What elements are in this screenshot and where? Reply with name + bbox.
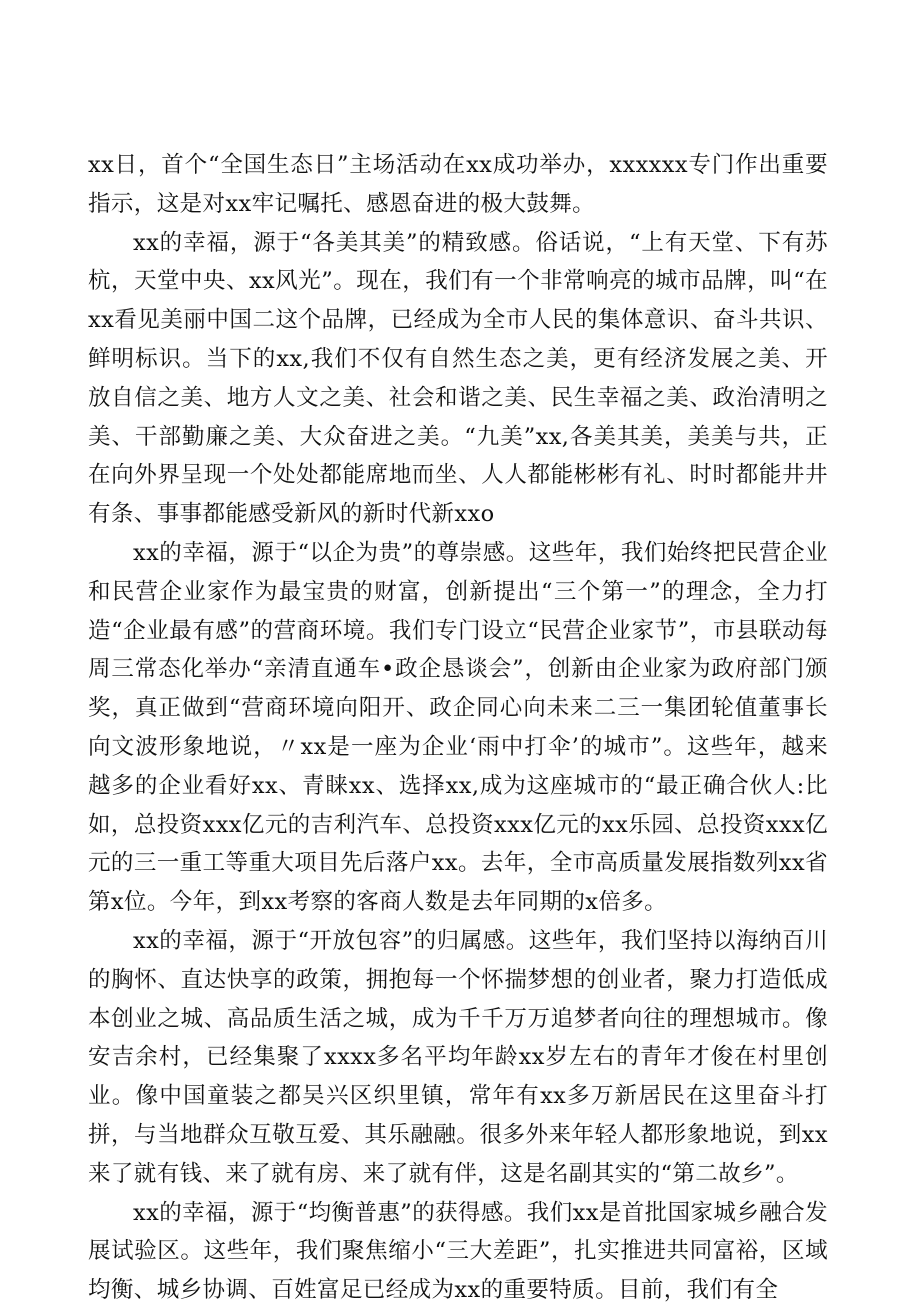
paragraph-5: xx的幸福，源于“均衡普惠”的获得感。我们xx是首批国家城乡融合发展试验区。这些年，我们聚焦缩小“三大差距”，扎实推进共同富裕，区域均衡、城乡协调、百姓富足已经成为xx的重要特质。目前，我们有全 bbox=[88, 1199, 828, 1304]
paragraph-2: xx的幸福，源于“各美其美”的精致感。俗话说，“上有天堂、下有苏杭，天堂中央、xx风光”。现在，我们有一个非常响亮的城市品牌，叫“在xx看见美丽中国二这个品牌，已经成为全市人民的集体意识、奋斗共识、鲜明标识。当下的xx,我们不仅有自然生态之美，更有经济发展之美、开放自信之美、地方人文之美、社会和谐之美、民生幸福之美、政治清明之美、干部勤廉之美、大众奋进之美。“九美”xx,各美其美，美美与共，正在向外界呈现一个处处都能席地而坐、人人都能彬彬有礼、时时都能井井有条、事事都能感受新风的新时代新xxo bbox=[88, 229, 828, 528]
document-body bbox=[88, 146, 828, 1310]
paragraph-4: xx的幸福，源于“开放包容”的归属感。这些年，我们坚持以海纳百川的胸怀、直达快享的政策，拥抱每一个怀揣梦想的创业者，聚力打造低成本创业之城、高品质生活之城，成为千千万万追梦者向往的理想城市。像安吉余村，已经集聚了xxxx多名平均年龄xx岁左右的青年才俊在村里创业。像中国童装之都吴兴区织里镇，常年有xx多万新居民在这里奋斗打拼，与当地群众互敬互爱、其乐融融。很多外来年轻人都形象地说，到xx来了就有钱、来了就有房、来了就有伴，这是名副其实的“第二故乡”。 bbox=[88, 927, 828, 1187]
paragraph-3: xx的幸福，源于“以企为贵”的尊崇感。这些年，我们始终把民营企业和民营企业家作为最宝贵的财富，创新提出“三个第一”的理念，全力打造“企业最有感”的营商环境。我们专门设立“民营企业家节”，市县联动每周三常态化举办“亲清直通车•政企恳谈会”，创新由企业家为政府部门颁奖，真正做到“营商环境向阳开、政企同心向未来二三一集团轮值董事长向文波形象地说，〃xx是一座为企业‘雨中打伞’的城市”。这些年，越来越多的企业看好xx、青睐xx、选择xx,成为这座城市的“最正确合伙人:比如，总投资xxx亿元的吉利汽车、总投资xxx亿元的xx乐园、总投资xxx亿元的三一重工等重大项目先后落户xx。去年，全市高质量发展指数列xx省第x位。今年，到xx考察的客商人数是去年同期的x倍多。 bbox=[88, 539, 828, 916]
paragraph-1: xx日，首个“全国生态日”主场活动在xx成功举办，xxxxxx专门作出重要指示，这是对xx牢记嘱托、感恩奋进的极大鼓舞。 bbox=[88, 152, 828, 217]
